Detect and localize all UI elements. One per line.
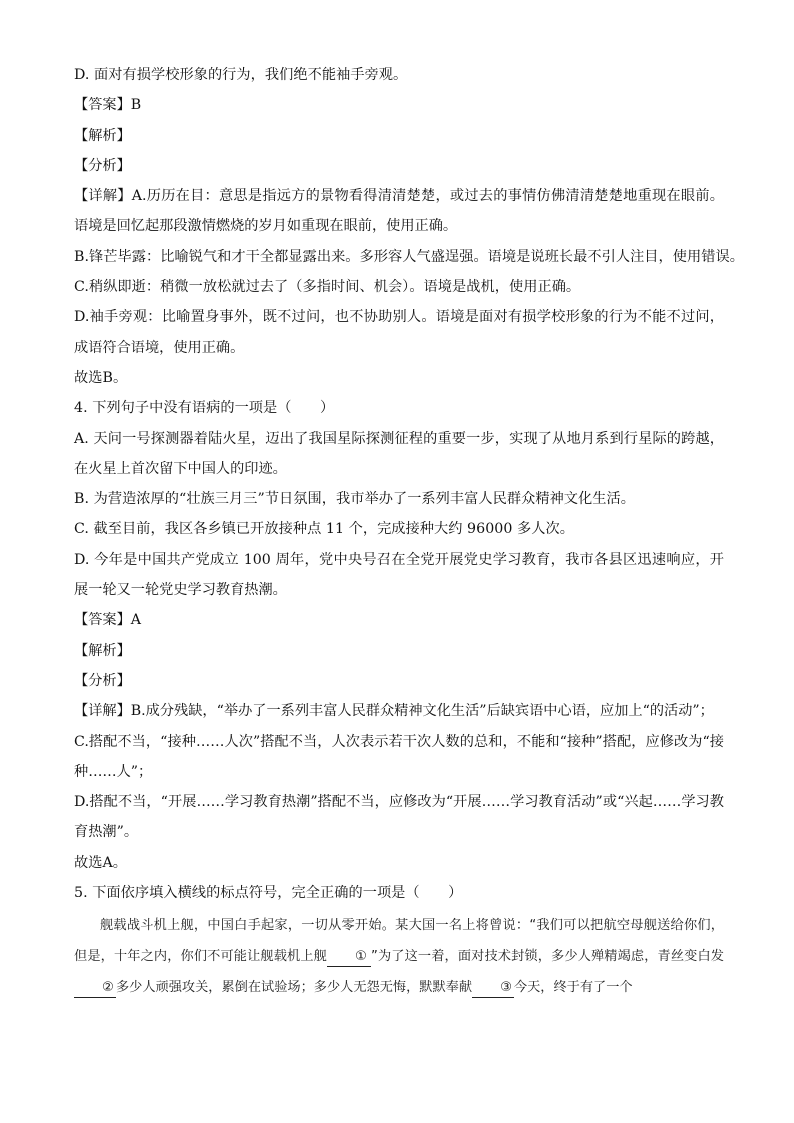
q4-jiexi-heading: 【解析】 [74, 642, 131, 659]
q3-detail-a: 【详解】A.历历在目：意思是指远方的景物看得清清楚楚，或过去的事情仿佛清清楚楚地重现在眼前。语境是回忆起那段激情燃烧的岁月如重现在眼前，使用正确。 [74, 188, 724, 235]
blank-1: ① [327, 948, 371, 967]
q4-fenxi-heading: 【分析】 [74, 672, 131, 689]
q4-option-d: D. 今年是中国共产党成立 100 周年，党中央号召在全党开展党史学习教育，我市各县区迅速响应，开展一轮又一轮党史学习教育热潮。 [74, 551, 724, 599]
q3-option-d: D. 面对有损学校形象的行为，我们绝不能袖手旁观。 [74, 67, 408, 83]
q4-option-a: A. 天问一号探测器着陆火星，迈出了我国星际探测征程的重要一步，实现了从地月系到行星际的跨越，在火星上首次留下中国人的印迹。 [74, 430, 724, 477]
q5-stem: 5. 下面依序填入横线的标点符号，完全正确的一项是（ ） [74, 885, 463, 902]
q4-option-c: C. 截至目前，我区各乡镇已开放接种点 11 个，完成接种大约 96000 多人次。 [74, 521, 574, 538]
passage-segment-3: 多少人顽强攻关，累倒在试验场；多少人无怨无悔，默默奉献 [116, 980, 473, 996]
q5-passage [74, 910, 724, 1003]
q4-detail-b: 【详解】B.成分残缺，“举办了一系列丰富人民群众精神文化生活”后缺宾语中心语，应加上“的活动”； [74, 703, 714, 720]
passage-segment-1: 舰载战斗机上舰，中国白手起家，一切从零开始。某大国一名上将曾说：“我们可以把航空母舰送给你们，但是，十年之内，你们不可能让舰载机上舰 [74, 918, 724, 965]
q3-detail-d: D.袖手旁观：比喻置身事外，既不过问，也不协助别人。语境是面对有损学校形象的行为不能不过问，成语符合语境，使用正确。 [74, 309, 724, 356]
q4-conclusion: 故选A。 [74, 854, 128, 871]
blank-3: ③ [472, 979, 514, 998]
q3-fenxi-heading: 【分析】 [74, 157, 131, 174]
passage-segment-4: 今天，终于有了一个 [513, 980, 633, 996]
q3-answer: 【答案】B [74, 97, 142, 114]
q3-detail-b: B.锋芒毕露：比喻锐气和才干全都显露出来。多形容人气盛逞强。语境是说班长最不引人注目，使用错误。 [74, 248, 744, 265]
q4-option-b: B. 为营造浓厚的“壮族三月三”节日氛围，我市举办了一系列丰富人民群众精神文化生活。 [74, 491, 635, 508]
q3-conclusion: 故选B。 [74, 369, 128, 386]
q4-detail-c: C.搭配不当，“接种……人次”搭配不当，人次表示若干次人数的总和，不能和“接种”搭配，应修改为“接种……人”； [74, 733, 724, 780]
document-page [74, 60, 744, 1003]
q4-stem: 4. 下列句子中没有语病的一项是（ ） [74, 400, 335, 417]
passage-segment-2: ”为了这一着，面对技术封锁，多少人殚精竭虑，青丝变白发 [370, 949, 724, 965]
q3-detail-c: C.稍纵即逝：稍微一放松就过去了（多指时间、机会）。语境是战机，使用正确。 [74, 279, 581, 296]
blank-2: ② [74, 979, 116, 998]
q3-jiexi-heading: 【解析】 [74, 127, 131, 144]
q4-answer: 【答案】A [74, 612, 141, 629]
q4-detail-d: D.搭配不当，“开展……学习教育热潮”搭配不当，应修改为“开展……学习教育活动”或“兴起……学习教育热潮”。 [74, 794, 724, 841]
